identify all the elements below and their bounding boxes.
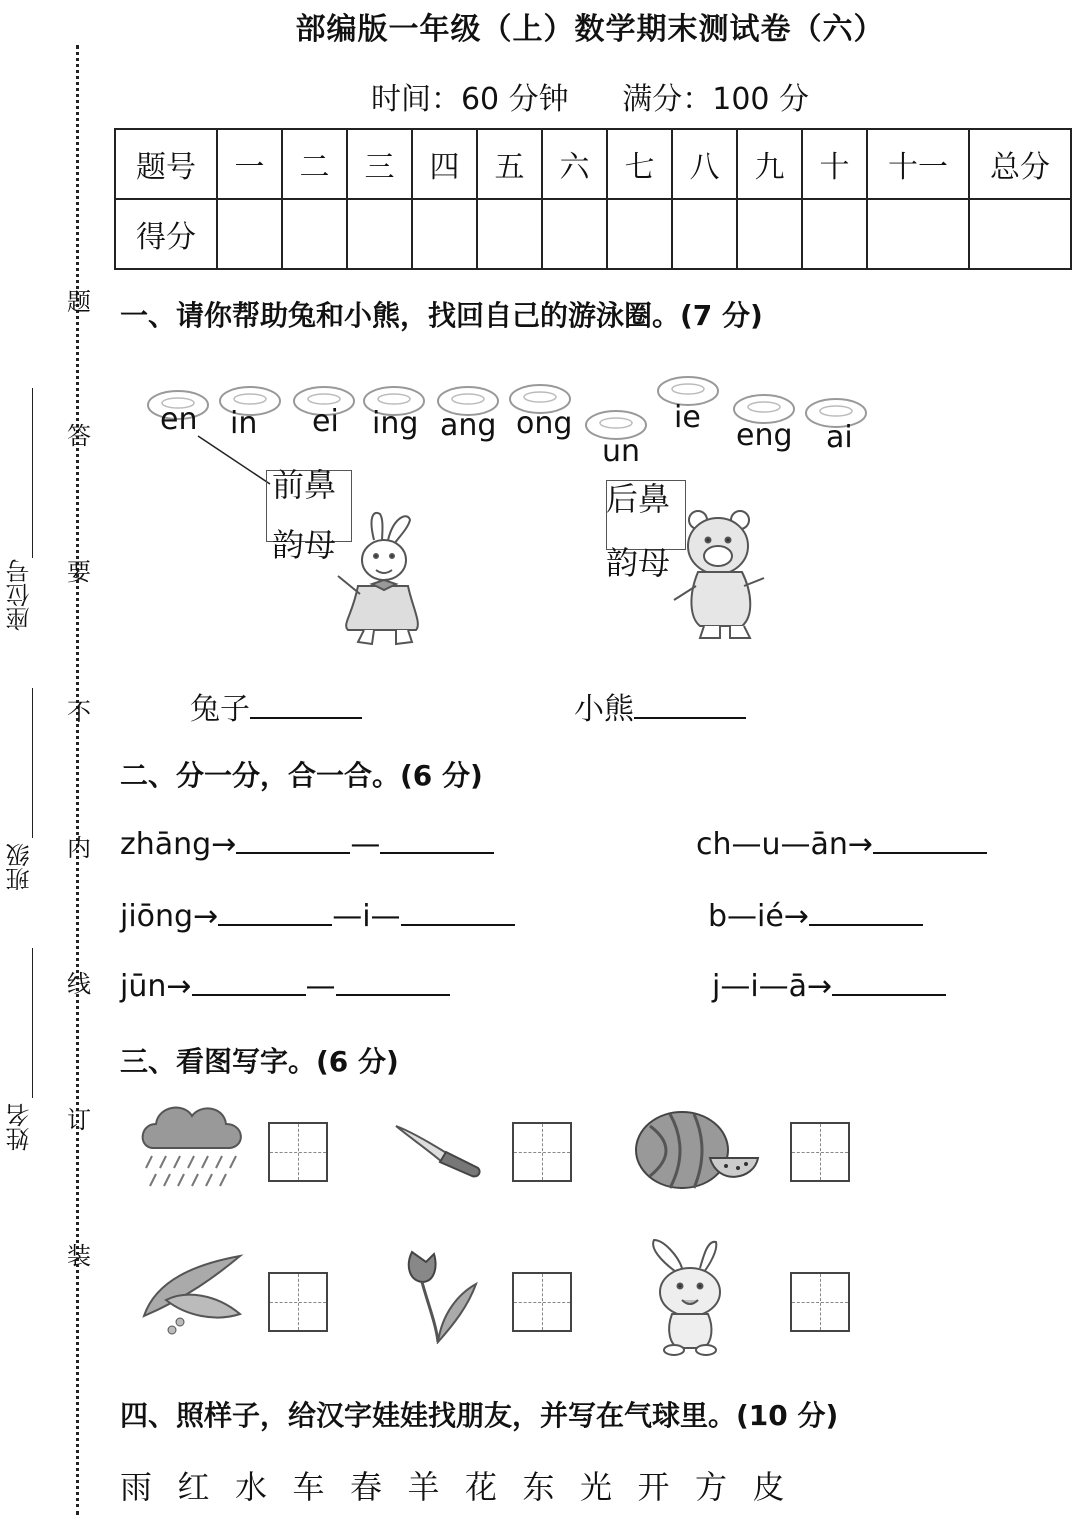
name-field-line[interactable] bbox=[32, 948, 33, 1098]
side-warning-char: 答 bbox=[67, 422, 91, 450]
q2-dash: — bbox=[350, 827, 381, 862]
character: 羊 bbox=[407, 1468, 440, 1506]
table-cell: 九 bbox=[737, 129, 802, 199]
q2-pinyin: b—ié→ bbox=[708, 899, 809, 934]
score-cell[interactable] bbox=[867, 199, 969, 269]
score-cell[interactable] bbox=[282, 199, 347, 269]
table-cell: 三 bbox=[347, 129, 412, 199]
ring-pinyin: ei bbox=[312, 404, 339, 439]
table-cell: 八 bbox=[672, 129, 737, 199]
writing-grid-box[interactable] bbox=[268, 1272, 328, 1332]
ring-pinyin: ie bbox=[674, 400, 701, 435]
side-warning-char: 内 bbox=[67, 834, 91, 862]
character: 方 bbox=[695, 1468, 728, 1506]
score-cell[interactable] bbox=[802, 199, 867, 269]
bear-answer-blank[interactable] bbox=[634, 691, 746, 719]
bear-icon bbox=[660, 506, 772, 642]
score-cell[interactable] bbox=[347, 199, 412, 269]
table-cell: 一 bbox=[217, 129, 282, 199]
table-cell: 五 bbox=[477, 129, 542, 199]
writing-grid-box[interactable] bbox=[268, 1122, 328, 1182]
ring-pinyin: en bbox=[160, 402, 198, 437]
rabbit-answer-row bbox=[190, 684, 362, 728]
ring-pinyin: in bbox=[230, 406, 258, 441]
q4-heading: 四、照样子，给汉字娃娃找朋友，并写在气球里。(10 分) bbox=[120, 1399, 839, 1432]
ring-pinyin: un bbox=[602, 434, 641, 469]
score-cell[interactable] bbox=[542, 199, 607, 269]
table-cell: 十一 bbox=[867, 129, 969, 199]
q2-pinyin: zhāng→ bbox=[120, 827, 237, 862]
score-table-score-row bbox=[115, 199, 1071, 269]
score-table bbox=[114, 128, 1072, 270]
table-cell: 十 bbox=[802, 129, 867, 199]
character: 皮 bbox=[752, 1468, 785, 1506]
table-cell: 题号 bbox=[115, 129, 217, 199]
seat-field-line[interactable] bbox=[32, 388, 33, 558]
score-cell[interactable] bbox=[217, 199, 282, 269]
score-cell[interactable] bbox=[607, 199, 672, 269]
name-field-label: 姓名 bbox=[6, 1103, 34, 1151]
character: 开 bbox=[637, 1468, 670, 1506]
score-table-header-row bbox=[115, 129, 1071, 199]
answer-blank[interactable] bbox=[336, 968, 450, 996]
rabbit-sign-line1: 前鼻 bbox=[272, 466, 337, 504]
q1-heading: 一、请你帮助兔和小熊，找回自己的游泳圈。(7 分) bbox=[120, 299, 763, 332]
q2-left-row-3 bbox=[120, 968, 450, 1004]
bear-sign-line2: 韵母 bbox=[606, 544, 671, 582]
q3-heading: 三、看图写字。(6 分) bbox=[120, 1045, 399, 1078]
rabbit-icon bbox=[312, 506, 444, 646]
time-limit: 时间：60 分钟 bbox=[370, 82, 569, 117]
answer-blank[interactable] bbox=[236, 826, 350, 854]
writing-grid-box[interactable] bbox=[512, 1272, 572, 1332]
side-warning-char: 线 bbox=[67, 970, 91, 998]
class-field-line[interactable] bbox=[32, 688, 33, 838]
table-cell: 七 bbox=[607, 129, 672, 199]
rabbit-picture-icon bbox=[644, 1236, 736, 1356]
character: 车 bbox=[292, 1468, 325, 1506]
bear-answer-row bbox=[574, 684, 746, 728]
bean-pod-icon bbox=[136, 1250, 254, 1338]
answer-blank[interactable] bbox=[192, 968, 306, 996]
table-cell: 四 bbox=[412, 129, 477, 199]
q2-pinyin: j—i—ā→ bbox=[712, 969, 833, 1004]
character: 雨 bbox=[120, 1468, 153, 1506]
table-cell: 二 bbox=[282, 129, 347, 199]
table-cell: 得分 bbox=[115, 199, 217, 269]
character: 花 bbox=[465, 1468, 498, 1506]
full-score: 满分：100 分 bbox=[622, 82, 810, 117]
q2-right-row-3 bbox=[712, 968, 946, 1004]
side-warning-char: 题 bbox=[67, 288, 91, 316]
ring-pinyin: ai bbox=[826, 420, 853, 455]
character: 东 bbox=[522, 1468, 555, 1506]
q2-right-row-1 bbox=[696, 826, 987, 862]
table-cell: 六 bbox=[542, 129, 607, 199]
page-title: 部编版一年级（上）数学期末测试卷（六） bbox=[295, 12, 885, 47]
q2-pinyin: jūn→ bbox=[120, 969, 192, 1004]
score-cell[interactable] bbox=[969, 199, 1071, 269]
ring-pinyin: eng bbox=[736, 418, 793, 453]
rain-cloud-icon bbox=[134, 1098, 250, 1198]
tulip-icon bbox=[398, 1244, 482, 1344]
answer-blank[interactable] bbox=[809, 898, 923, 926]
exam-info bbox=[120, 74, 1060, 118]
answer-blank[interactable] bbox=[873, 826, 987, 854]
writing-grid-box[interactable] bbox=[512, 1122, 572, 1182]
side-warning-char: 装 bbox=[67, 1242, 91, 1270]
character: 水 bbox=[235, 1468, 268, 1506]
bear-sign-line1: 后鼻 bbox=[606, 480, 671, 518]
answer-blank[interactable] bbox=[401, 898, 515, 926]
side-warning-char: 要 bbox=[67, 558, 91, 586]
ring-pinyin: ang bbox=[440, 408, 497, 443]
q2-dash: —i— bbox=[332, 899, 401, 934]
rabbit-answer-label: 兔子 bbox=[190, 692, 250, 727]
table-cell: 总分 bbox=[969, 129, 1071, 199]
q2-heading: 二、分一分，合一合。(6 分) bbox=[120, 759, 483, 792]
q4-character-list bbox=[120, 1462, 810, 1508]
score-cell[interactable] bbox=[737, 199, 802, 269]
character: 光 bbox=[580, 1468, 613, 1506]
writing-grid-box[interactable] bbox=[790, 1272, 850, 1332]
character: 春 bbox=[350, 1468, 383, 1506]
ring-pinyin: ong bbox=[516, 406, 573, 441]
q2-left-row-1 bbox=[120, 826, 494, 862]
answer-blank[interactable] bbox=[380, 826, 494, 854]
seat-field-label: 座位号 bbox=[6, 559, 34, 631]
answer-blank[interactable] bbox=[218, 898, 332, 926]
bear-answer-label: 小熊 bbox=[574, 692, 634, 727]
rabbit-sign-line2: 韵母 bbox=[272, 526, 337, 564]
q2-dash: — bbox=[305, 969, 336, 1004]
rabbit-answer-blank[interactable] bbox=[250, 691, 362, 719]
score-cell[interactable] bbox=[412, 199, 477, 269]
q2-right-row-2 bbox=[708, 898, 923, 934]
score-cell[interactable] bbox=[477, 199, 542, 269]
q2-pinyin: ch—u—ān→ bbox=[696, 827, 874, 862]
ring-pinyin: ing bbox=[372, 406, 419, 441]
binding-dotted-line bbox=[76, 45, 79, 1515]
score-cell[interactable] bbox=[672, 199, 737, 269]
q2-left-row-2 bbox=[120, 898, 515, 934]
class-field-label: 班级 bbox=[6, 843, 34, 891]
side-warning-char: 订 bbox=[67, 1106, 91, 1134]
knife-icon bbox=[392, 1118, 484, 1182]
answer-blank[interactable] bbox=[832, 968, 946, 996]
q2-pinyin: jiōng→ bbox=[120, 899, 219, 934]
character: 红 bbox=[177, 1468, 210, 1506]
writing-grid-box[interactable] bbox=[790, 1122, 850, 1182]
watermelon-icon bbox=[630, 1106, 762, 1192]
side-warning-char: 不 bbox=[67, 698, 91, 726]
